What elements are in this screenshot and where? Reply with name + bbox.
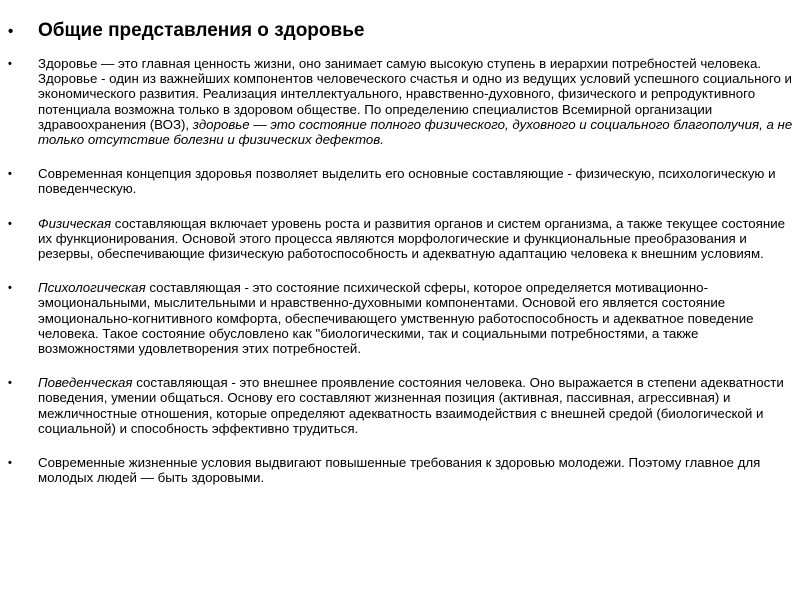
paragraph-psychological-component [8,280,794,356]
paragraph-text-regular: Современная концепция здоровья позволяет выделить его основные составляющие - физическую, психологическую и поведенческую. [38,166,776,197]
paragraph-text [38,375,794,436]
paragraph-text-regular-after: составляющая - это состояние психической сферы, которое определяется мотивационно-эмоциональными, мыслительными и нравственно-духовными компонентами. Основой его является состояние эмоционально-когнитивного комфорта, обеспечивающего умственную работоспособность и адекватное поведение человека. Такое состояние обусловлено как "биологическими, так и социальными потребностями, а также возможностями удовлетворения этих потребностей. [38,280,754,357]
paragraph-text [38,280,794,356]
paragraph-behavioral-component [8,375,794,436]
paragraph-text-regular-after: составляющая - это внешнее проявление состояния человека. Оно выражается в степени адекватности поведения, умении общаться. Основу его составляют жизненная позиция (активная, пассивная, агрессивная) и межличностные отношения, которые определяют адекватность взаимодействия с внешней средой (биологической и социальной) и способность эффективно трудиться. [38,375,784,436]
paragraph-physical-component [8,216,794,262]
paragraph-bullet: • [8,282,12,295]
paragraph-text-italic: Поведенческая [38,375,133,391]
title-bullet: • [8,23,14,40]
paragraph-text [38,56,794,147]
paragraph-text-italic: здоровье — это состояние полного физического, духовного и социального благополучия, а не только отсутствие болезни и физических дефектов. [38,116,793,148]
paragraph-text [38,455,794,485]
paragraph-bullet: • [8,457,12,470]
paragraph-youth-requirements [8,455,794,485]
paragraph-bullet: • [8,217,12,230]
paragraph-text [38,166,794,196]
paragraph-text [38,216,794,262]
paragraph-bullet: • [8,58,12,70]
paragraph-bullet: • [8,377,12,390]
paragraph-bullet: • [8,168,12,181]
paragraph-text-regular: Современные жизненные условия выдвигают повышенные требования к здоровью молодежи. Поэтому главное для молодых людей — быть здоровыми. [38,455,761,486]
paragraph-list [8,56,794,499]
paragraph-text-regular: Здоровье — это главная ценность жизни, оно занимает самую высокую ступень в иерархии потребностей человека. Здоровье - один из важнейших компонентов человеческого счастья и одно из ведущих условий успешного социального и экономического развития. Реализация интеллектуального, нравственно-духовного, физического и репродуктивного потенциала возможна только в здоровом обществе. По определению специалистов Всемирной организации здравоохранения (ВОЗ), [38,56,792,132]
paragraph-modern-concept [8,166,794,196]
paragraph-text-italic: Психологическая [38,280,146,296]
paragraph-text-regular-after: составляющая включает уровень роста и развития органов и систем организма, а также текущее состояние их функционирования. Основой этого процесса являются морфологические и функциональные преобразования и резервы, обеспечивающие физическую работоспособность и адекватную адаптацию человека к внешним условиям. [38,215,786,262]
title-row [8,20,788,42]
paragraph-health-definition [8,56,794,147]
paragraph-text-italic: Физическая [38,215,112,231]
page-title: Общие представления о здоровье [38,20,365,41]
